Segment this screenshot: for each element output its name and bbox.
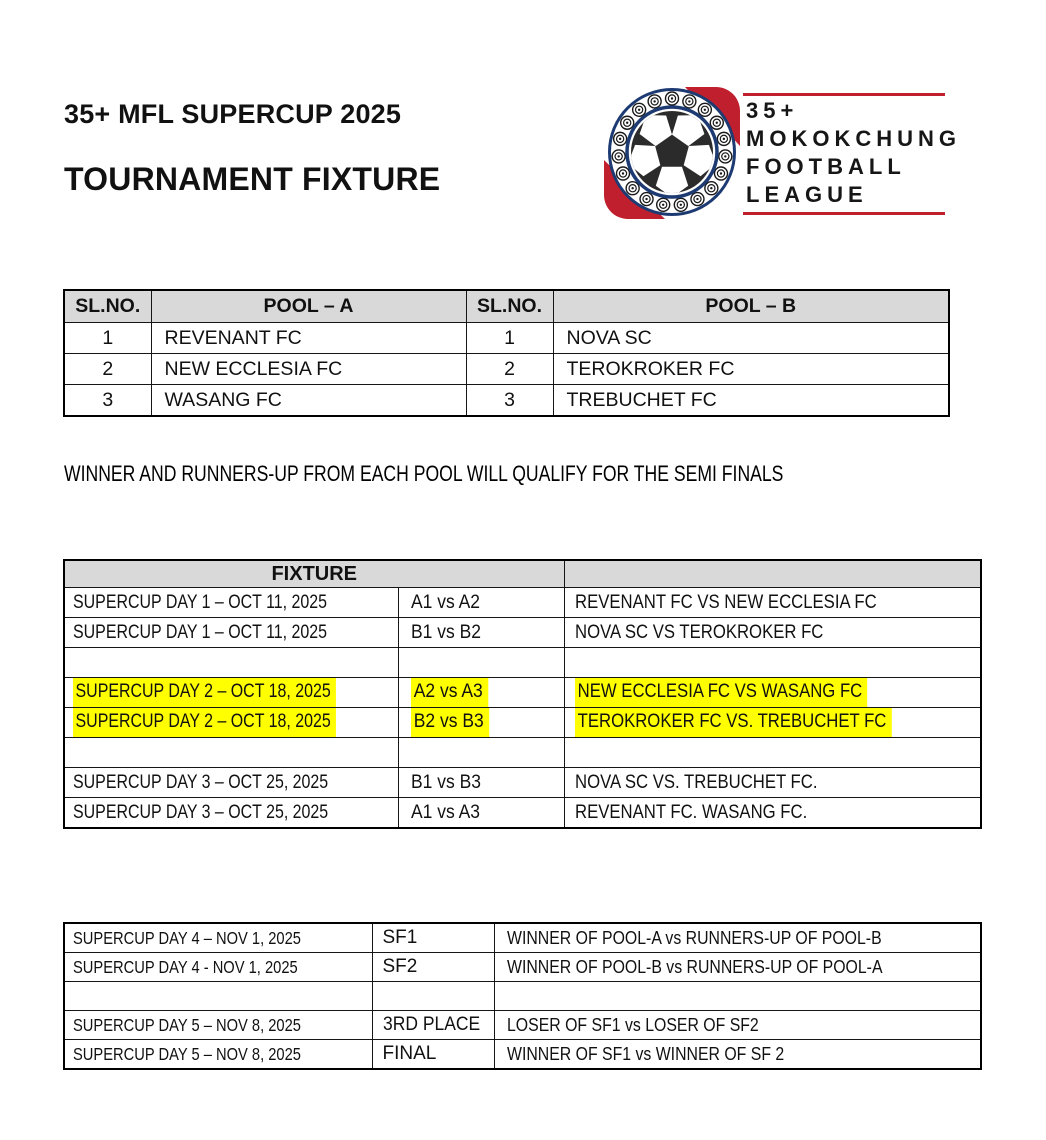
match-teams: LOSER OF SF1 vs LOSER OF SF2 [506,1014,759,1035]
match-code: FINAL [382,1043,437,1064]
pool-a-team: WASANG FC [151,385,466,417]
fixture-date: SUPERCUP DAY 4 – NOV 1, 2025 [73,927,301,948]
table-row [64,1040,981,1070]
fixture-date: SUPERCUP DAY 3 – OCT 25, 2025 [73,771,329,793]
qualification-note [64,461,963,487]
table-row [64,385,949,417]
table-row [64,953,981,982]
fixture-date: SUPERCUP DAY 1 – OCT 11, 2025 [73,621,328,643]
pool-a-serial: 1 [64,323,151,354]
table-row [64,708,981,738]
page-title: 35+ MFL SUPERCUP 2025 [64,99,402,129]
table-row [64,798,981,829]
fixture-table [63,559,982,829]
pool-b-header: POOL – B [553,290,949,323]
match-teams: NEW ECCLESIA FC VS WASANG FC [575,678,868,707]
table-row-empty [64,648,981,678]
fixture-date: SUPERCUP DAY 5 – NOV 8, 2025 [73,1014,301,1035]
logo-line-2: MOKOKCHUNG [746,126,961,151]
match-code: B1 vs B2 [410,621,481,643]
fixture-header: FIXTURE [64,560,564,588]
fixture-date: SUPERCUP DAY 2 – OCT 18, 2025 [73,708,336,737]
match-code: B1 vs B3 [410,771,481,793]
league-logo [603,86,961,226]
pool-b-slno-header: SL.NO. [466,290,553,323]
table-row [64,678,981,708]
pools-table [63,289,950,417]
logo-line-3: FOOTBALL [746,154,906,179]
pool-b-serial: 1 [466,323,553,354]
match-code: A1 vs A3 [410,801,480,823]
match-code: A2 vs A3 [411,678,488,707]
table-row [64,588,981,618]
pool-b-team: TEROKROKER FC [553,354,949,385]
football-emblem-icon [603,86,741,220]
pool-b-serial: 2 [466,354,553,385]
match-teams: REVENANT FC. WASANG FC. [574,801,807,823]
fixture-date: SUPERCUP DAY 5 – NOV 8, 2025 [73,1043,301,1064]
match-teams: WINNER OF POOL-A vs RUNNERS-UP OF POOL-B [506,927,882,948]
match-teams: NOVA SC VS. TREBUCHET FC. [574,771,817,793]
match-code: A1 vs A2 [410,591,480,613]
table-row [64,354,949,385]
table-row-empty [64,982,981,1011]
logo-wordmark [746,97,961,209]
match-teams: NOVA SC VS TEROKROKER FC [574,621,823,643]
table-row [64,618,981,648]
pool-a-team: REVENANT FC [151,323,466,354]
match-teams: WINNER OF POOL-B vs RUNNERS-UP OF POOL-A [506,956,883,977]
match-code: SF1 [382,927,418,948]
match-code: B2 vs B3 [411,708,489,737]
match-code: SF2 [382,956,418,977]
fixture-header-empty [564,560,981,588]
logo-line-1: 35+ [746,98,799,123]
pool-a-slno-header: SL.NO. [64,290,151,323]
pool-b-serial: 3 [466,385,553,417]
fixture-date: SUPERCUP DAY 3 – OCT 25, 2025 [73,801,329,823]
fixture-date: SUPERCUP DAY 2 – OCT 18, 2025 [73,678,336,707]
table-row-empty [64,738,981,768]
pool-a-team: NEW ECCLESIA FC [151,354,466,385]
table-row [64,323,949,354]
logo-line-4: LEAGUE [746,182,868,207]
table-row [64,1011,981,1040]
match-teams: REVENANT FC VS NEW ECCLESIA FC [574,591,877,613]
pool-a-serial: 3 [64,385,151,417]
table-row [64,923,981,953]
fixture-header-row [64,560,981,588]
pool-b-team: NOVA SC [553,323,949,354]
page-subtitle: TOURNAMENT FIXTURE [64,161,441,197]
table-row [64,768,981,798]
fixture-date: SUPERCUP DAY 4 - NOV 1, 2025 [73,956,298,977]
match-teams: TEROKROKER FC VS. TREBUCHET FC [575,708,892,737]
knockout-table [63,922,982,1070]
pool-a-header: POOL – A [151,290,466,323]
logo-rule-top [743,93,945,96]
pools-header-row [64,290,949,323]
qualification-note-text: WINNER AND RUNNERS-UP FROM EACH POOL WILL QUALIFY FOR THE SEMI FINALS [64,461,784,486]
pool-b-team: TREBUCHET FC [553,385,949,417]
logo-rule-bottom [743,212,945,215]
pool-a-serial: 2 [64,354,151,385]
match-code: 3RD PLACE [382,1014,480,1035]
fixture-date: SUPERCUP DAY 1 – OCT 11, 2025 [73,591,328,613]
match-teams: WINNER OF SF1 vs WINNER OF SF 2 [506,1043,784,1064]
